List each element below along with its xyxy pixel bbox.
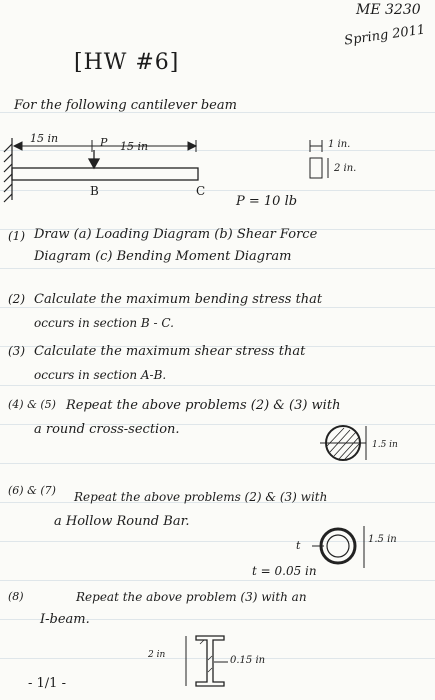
wall-hatch-icon [4, 138, 12, 202]
problem-8-line-2: I-beam. [40, 612, 90, 627]
ibeam-thickness-label: 0.15 in [230, 655, 266, 666]
point-b-label: B [90, 184, 99, 198]
dim-left-label: 15 in [30, 132, 59, 145]
problem-6-line-1: Repeat the above problems (2) & (3) with [74, 490, 328, 504]
problem-1-line-2: Diagram (c) Bending Moment Diagram [34, 249, 292, 264]
hollow-t-value: t = 0.05 in [252, 564, 317, 578]
problem-1-line-1: Draw (a) Loading Diagram (b) Shear Force [34, 227, 318, 242]
load-label: P [100, 136, 108, 149]
problem-6-number: (6) & (7) [8, 484, 56, 497]
problem-4-number: (4) & (5) [8, 398, 56, 411]
page-number: - 1/1 - [28, 676, 66, 691]
term: Spring 2011 [343, 22, 427, 49]
problem-6-line-2: a Hollow Round Bar. [54, 514, 190, 529]
width-label: 1 in. [328, 139, 351, 150]
course-code: ME 3230 [356, 2, 421, 18]
problem-1-number: (1) [8, 229, 25, 243]
intro-text: For the following cantilever beam [14, 98, 237, 113]
point-c-label: C [196, 184, 206, 198]
round-dim-label: 1.5 in [372, 440, 398, 450]
dim-right-label: 15 in [120, 140, 149, 153]
ibeam-section-icon [186, 636, 228, 686]
problem-8-line-1: Repeat the above problem (3) with an [76, 590, 307, 604]
hollow-t-label: t [296, 539, 301, 552]
problem-3-line-1: Calculate the maximum shear stress that [34, 344, 306, 359]
rect-section-icon [310, 140, 328, 178]
hollow-dim-label: 1.5 in [368, 534, 397, 545]
load-arrow-icon [89, 150, 99, 168]
problem-2-line-2: occurs in section B - C. [34, 316, 174, 330]
load-value: P = 10 lb [236, 194, 298, 209]
problem-4-line-1: Repeat the above problems (2) & (3) with [66, 398, 341, 413]
problem-8-number: (8) [8, 590, 24, 603]
round-section-icon [320, 426, 366, 460]
ibeam-height-label: 2 in [148, 650, 166, 660]
problem-3-number: (3) [8, 344, 25, 358]
height-label: 2 in. [334, 163, 357, 174]
problem-2-number: (2) [8, 292, 25, 306]
problem-3-line-2: occurs in section A-B. [34, 368, 167, 382]
hw-title: [HW #6] [74, 50, 180, 75]
beam-body [12, 168, 198, 180]
problem-2-line-1: Calculate the maximum bending stress that [34, 292, 323, 307]
problem-4-line-2: a round cross-section. [34, 422, 180, 437]
hollow-section-icon [312, 526, 364, 568]
